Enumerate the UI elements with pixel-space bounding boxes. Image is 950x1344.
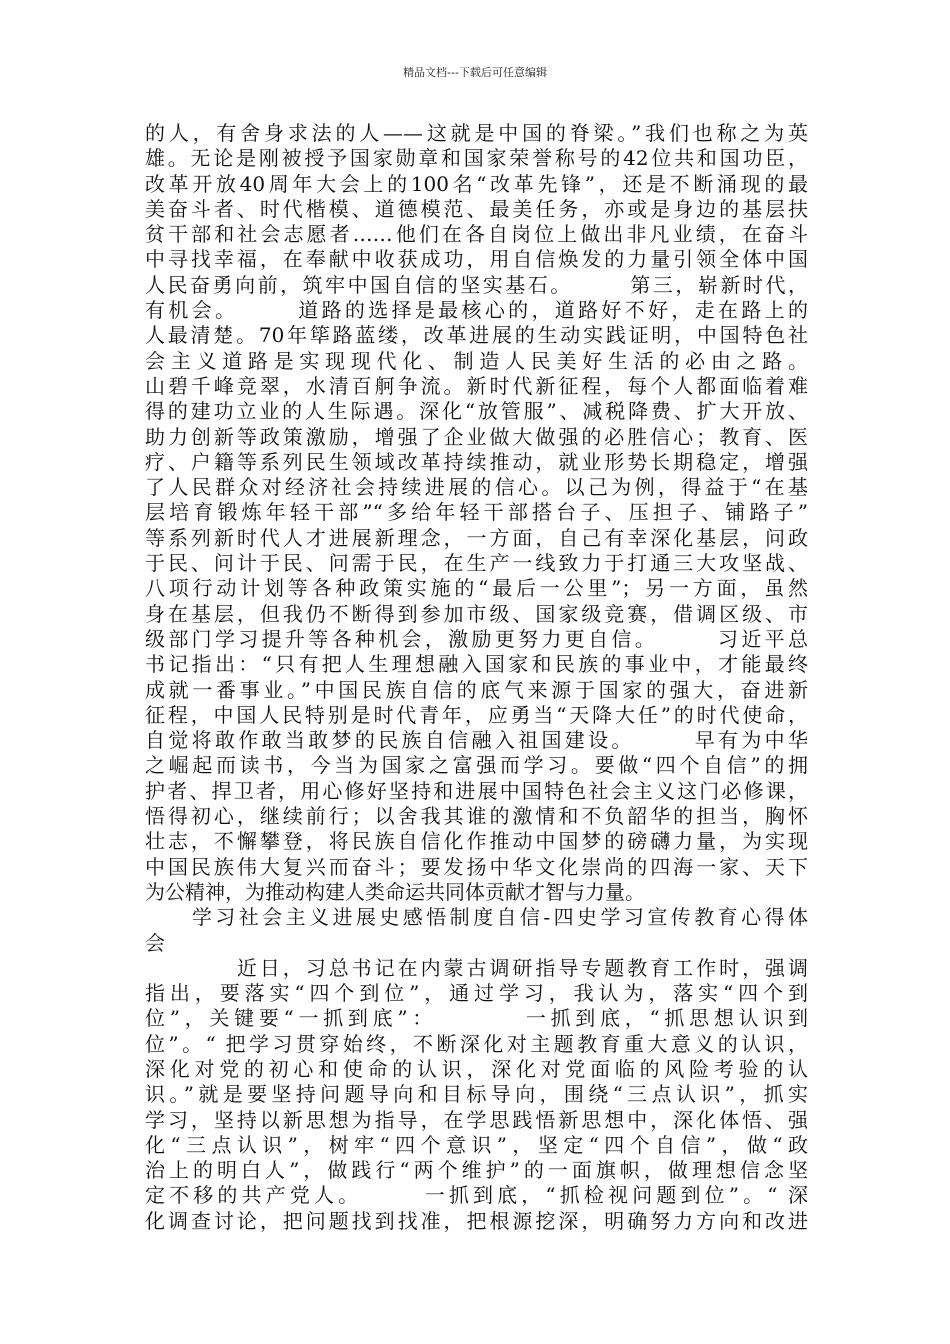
text-line: 中寻找幸福，在奉献中收获成功，用自信焕发的力量引领全体中国 <box>145 247 808 272</box>
text-line: 治上的明白人”，做践行“两个维护”的一面旗帜，做理想信念坚 <box>145 1158 808 1183</box>
text-line: 于民、问计于民、问需于民，在生产一线致力于打通三大攻坚战、 <box>145 551 808 576</box>
text-line: 会主义道路是实现现代化、制造人民美好生活的必由之路。 <box>145 348 808 373</box>
text-line: 指出，要落实“四个到位”，通过学习，我认为，落实“四个到 <box>145 981 808 1006</box>
page-header <box>0 66 950 80</box>
text-line: 了人民群众对经济社会持续进展的信心。以己为例，得益于“在基 <box>145 475 808 500</box>
text-line: 之崛起而读书，今当为国家之富强而学习。要做“四个自信”的拥 <box>145 753 808 778</box>
text-line: 征程，中国人民特别是时代青年，应勇当“天降大任”的时代使命， <box>145 702 808 727</box>
text-line: 山碧千峰竞翠，水清百舸争流。新时代新征程，每个人都面临着难 <box>145 373 808 398</box>
text-line: 识。”就是要坚持问题导向和目标导向，围绕“三点认识”，抓实 <box>145 1082 808 1107</box>
document-body <box>145 121 808 1234</box>
text-line: 会 <box>145 930 165 955</box>
text-line: 的人，有舍身求法的人——这就是中国的脊梁。”我们也称之为英 <box>145 121 808 145</box>
text-line: 自觉将敢作敢当敢梦的民族自信融入祖国建设。 早有为中华 <box>145 728 808 753</box>
text-line: 位”。“ 把学习贯穿始终，不断深化对主题教育重大意义的认识， <box>145 1031 808 1056</box>
text-line: 级部门学习提升等各种机会，激励更努力更自信。 习近平总 <box>145 626 808 651</box>
text-line: 有机会。 道路的选择是最核心的，道路好不好，走在路上的 <box>145 298 808 323</box>
text-line: 学习社会主义进展史感悟制度自信-四史学习宣传教育心得体 <box>145 905 808 930</box>
text-line: 得的建功立业的人生际遇。深化“放管服”、减税降费、扩大开放、 <box>145 399 808 424</box>
text-line: 位”，关键要“一抓到底”： 一抓到底，“抓思想认识到 <box>145 1006 808 1031</box>
text-line: 层培育锻炼年轻干部”“多给年轻干部搭台子、压担子、铺路子” <box>145 500 808 525</box>
text-line: 书记指出：“只有把人生理想融入国家和民族的事业中，才能最终 <box>145 652 808 677</box>
text-line: 学习，坚持以新思想为指导，在学思践悟新思想中，深化体悟、强 <box>145 1107 808 1132</box>
text-line: 美奋斗者、时代楷模、道德模范、最美任务，亦或是身边的基层扶 <box>145 196 808 221</box>
text-line: 等系列新时代人才进展新理念，一方面，自己有幸深化基层，问政 <box>145 525 808 550</box>
text-line: 助力创新等政策激励，增强了企业做大做强的必胜信心；教育、医 <box>145 424 808 449</box>
text-line: 人最清楚。70年筚路蓝缕，改革进展的生动实践证明，中国特色社 <box>145 323 808 348</box>
text-line: 雄。无论是刚被授予国家勋章和国家荣誉称号的42位共和国功臣， <box>145 146 808 171</box>
text-line: 中国民族伟大复兴而奋斗；要发扬中华文化崇尚的四海一家、天下 <box>145 854 808 879</box>
text-line: 身在基层，但我仍不断得到参加市级、国家级竞赛，借调区级、市 <box>145 601 808 626</box>
text-line: 贫干部和社会志愿者……他们在各自岗位上做出非凡业绩，在奋斗 <box>145 222 808 247</box>
text-line: 壮志，不懈攀登，将民族自信化作推动中国梦的磅礴力量，为实现 <box>145 829 808 854</box>
text-line: 八项行动计划等各种政策实施的“最后一公里”；另一方面，虽然 <box>145 576 808 601</box>
text-line: 成就一番事业。”中国民族自信的底气来源于国家的强大，奋进新 <box>145 677 808 702</box>
text-line: 人民奋勇向前，筑牢中国自信的坚实基石。 第三，崭新时代， <box>145 272 808 297</box>
text-line: 化“三点认识”，树牢“四个意识”，坚定“四个自信”，做“政 <box>145 1132 808 1157</box>
text-line: 悟得初心，继续前行；以舍我其谁的激情和不负韶华的担当，胸怀 <box>145 804 808 829</box>
text-line: 化调查讨论，把问题找到找准，把根源挖深，明确努力方向和改进 <box>145 1208 808 1233</box>
text-line: 近日，习总书记在内蒙古调研指导专题教育工作时，强调 <box>145 955 808 980</box>
text-line: 护者、捍卫者，用心修好坚持和进展中国特色社会主义这门必修课， <box>145 778 808 803</box>
text-line: 改革开放40周年大会上的100名“改革先锋”，还是不断涌现的最 <box>145 171 808 196</box>
text-line: 深化对党的初心和使命的认识，深化对党面临的风险考验的认 <box>145 1056 808 1081</box>
text-line: 定不移的共产党人。 一抓到底，“抓检视问题到位”。“ 深 <box>145 1183 808 1208</box>
text-line: 疗、户籍等系列民生领域改革持续推动，就业形势长期稳定，增强 <box>145 449 808 474</box>
header-text: 精品文档---下载后可任意编辑 <box>403 66 547 79</box>
text-line: 为公精神，为推动构建人类命运共同体贡献才智与力量。 <box>145 879 645 904</box>
